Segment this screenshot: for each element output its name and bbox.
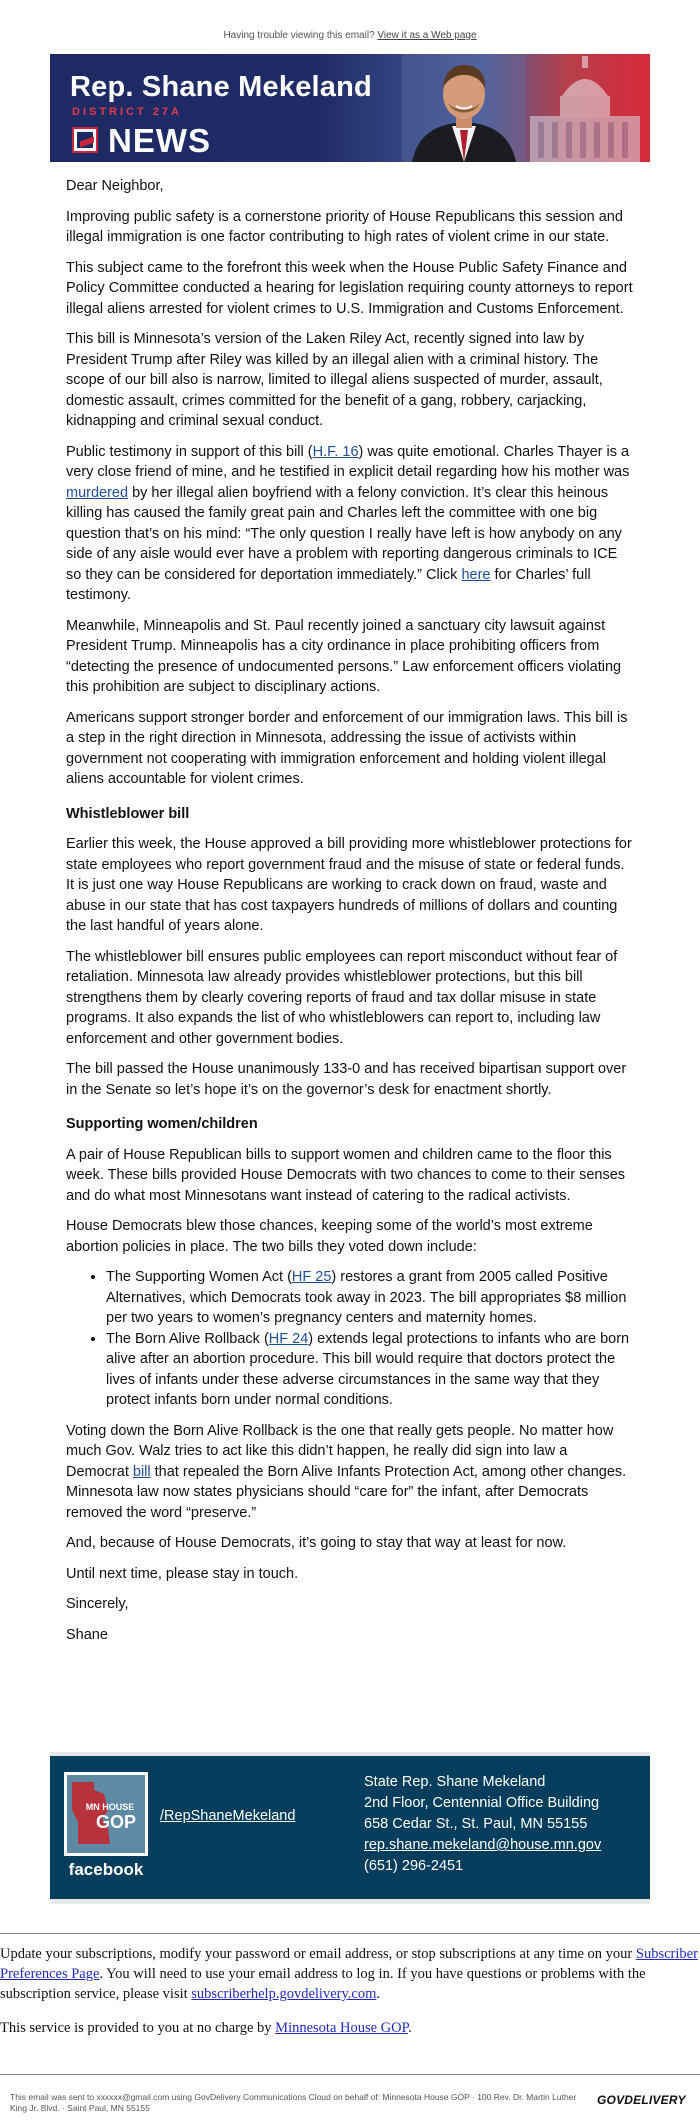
list-item-2-text-b: ) extends legal protections to infants who are born alive after an abortion procedure. This bill would require that doctors protect the lives of infants under these adverse circumstances in the same way that they protect infants born under normal conditions. (106, 1330, 630, 1408)
signature: Shane (66, 1626, 108, 1643)
paragraph-8: The whistleblower bill ensures public employees can report misconduct without fear of retaliation. Minnesota law already provides whistleblower protections, but this bill strengthens them by clearly covering reports of fraud and tax dollar misuse in state programs. It also expands the list of who whistleblowers can report to, including law enforcement and other government bodies. (66, 948, 618, 1047)
view-web-page-link[interactable]: View it as a Web page (377, 30, 477, 41)
subscription-text-c: . (376, 1986, 380, 2002)
paragraph-4-text-b: ) was quite emotional. Charles Thayer is a very close friend of mine, and he testified in explicit detail regarding how his mother was (66, 443, 630, 480)
bill-link[interactable]: bill (132, 1463, 151, 1480)
service-provider-text (0, 2018, 700, 2038)
paragraph-2: This subject came to the forefront this week when the House Public Safety Finance and Policy Committee conducted a hearing for legislation requiring county attorneys to report illegal aliens arrested for violent crimes to U.S. Immigration and Customs Enforcement. (66, 259, 633, 317)
paragraph-6: Americans support stronger border and enforcement of our immigration laws. This bill is a step in the right direction in Minnesota, addressing the issue of activists within government not cooperating with immigration enforcement and holding violent illegal aliens accountable for violent crimes. (66, 709, 628, 787)
closing: Sincerely, (66, 1596, 129, 1612)
subscription-notice (0, 1933, 700, 2052)
heading-women-children: Supporting women/children (66, 1116, 258, 1132)
email-container (50, 54, 650, 1904)
contact-name: State Rep. Shane Mekeland (364, 1774, 546, 1790)
paragraph-14: Until next time, please stay in touch. (66, 1565, 299, 1582)
divider (0, 1933, 700, 1934)
service-provider-text-b: . (408, 2020, 412, 2036)
mn-house-gop-facebook-logo[interactable] (64, 1772, 148, 1880)
heading-whistleblower: Whistleblower bill (66, 805, 190, 822)
header-district: DISTRICT 27A (72, 106, 182, 118)
murdered-link[interactable]: murdered (66, 484, 129, 501)
paragraph-4-text-c: by her illegal alien boyfriend with a felony conviction. It’s clear this heinous killing has caused the family great pain and Charles left the committee with one big question that’s on his mind: “The only question I really have left is how anybody on any side of any aisle would ever have a problem with reporting dangerous criminals to ICE so they can be considered for deportation immediately.” Click (66, 484, 622, 583)
greeting: Dear Neighbor, (66, 178, 164, 194)
contact-building: 2nd Floor, Centennial Office Building (364, 1795, 600, 1811)
paragraph-7: Earlier this week, the House approved a bill providing more whistleblower protections for state employees who report government fraud and the misuse of state or federal funds. It is just one way House Republicans are working to crack down on fraud, waste and abuse in our state that has cost taxpayers hundreds of millions of dollars and counting the last handful of years alone. (66, 836, 632, 934)
newsletter-header (50, 54, 650, 162)
paragraph-12-text-a: Voting down the Born Alive Rollback is the one that really gets people. No matter how much Gov. Walz tries to act like this didn’t happen, he really did sign into law a Democrat (66, 1422, 614, 1480)
header-rep-name: Rep. Shane Mekeland (70, 71, 372, 103)
legal-footer (0, 2074, 700, 2113)
contact-street: 658 Cedar St., St. Paul, MN 55155 (364, 1816, 588, 1832)
contact-address (364, 1772, 601, 1877)
paragraph-11: House Democrats blew those chances, keeping some of the world’s most extreme abortion policies in place. The two bills they voted down include: (66, 1218, 593, 1255)
subscription-text (0, 1944, 700, 2004)
paragraph-10: A pair of House Republican bills to support women and children came to the floor this week. These bills provided House Democrats with two chances to come to their senses and do what most Minnesotans want instead of catering to the radical activists. (66, 1146, 626, 1204)
logo-text-mnhouse: MN HOUSE (85, 1802, 135, 1812)
contact-phone: (651) 296-2451 (364, 1858, 464, 1874)
letter-card (50, 162, 650, 1752)
hf25-link[interactable]: HF 25 (291, 1269, 332, 1285)
paragraph-4-text-a: Public testimony in support of this bill ( (66, 443, 313, 460)
list-item-1-text-b: ) restores a grant from 2005 called Positive Alternatives, which Democrats took away in 2023. The bill appropriates $8 million per two years to women’s pregnancy centers and maternity homes. (106, 1269, 627, 1326)
paragraph-4-text-d: for Charles’ full testimony. (66, 566, 591, 603)
testimony-here-link[interactable]: here (461, 566, 491, 583)
hf24-link[interactable]: HF 24 (268, 1330, 309, 1347)
paragraph-3: This bill is Minnesota’s version of the Laken Riley Act, recently signed into law by President Trump after Riley was killed by an illegal alien with a criminal history. The scope of our bill also is narrow, limited to illegal aliens suspected of murder, assault, domestic assault, crimes committed for the benefit of a gang, robbery, carjacking, kidnapping and criminal sexual conduct. (66, 331, 603, 429)
top-notice-text: Having trouble viewing this email? (223, 30, 375, 41)
list-item (106, 1329, 634, 1411)
service-provider-text-a: This service is provided to you at no charge by (0, 2020, 276, 2036)
subscription-text-b: . You will need to use your email address to log in. If you have questions or problems with the subscription service, please visit (0, 1966, 646, 2002)
paragraph-12-text-b: that repealed the Born Alive Infants Protection Act, among other changes. Minnesota law now states physicians should “care for” the infant, after Democrats removed the word “preserve.” (66, 1463, 627, 1521)
subscriber-preferences-link[interactable]: Subscriber Preferences Page (0, 1946, 698, 1982)
subscription-text-a: Update your subscriptions, modify your password or email address, or stop subscriptions at any time on your (0, 1946, 636, 1962)
paragraph-12 (66, 1421, 634, 1524)
paragraph-4 (66, 442, 634, 606)
capitol-dome-image (520, 56, 650, 162)
govdelivery-logo[interactable]: GOVDELIVERY (597, 2093, 686, 2107)
list-item-2-text-a: The Born Alive Rollback ( (106, 1330, 269, 1347)
facebook-wordmark: facebook (68, 1860, 144, 1879)
bills-list (66, 1267, 634, 1411)
top-notice (0, 0, 700, 44)
paragraph-13: And, because of House Democrats, it’s going to stay that way at least for now. (66, 1535, 567, 1551)
paragraph-9: The bill passed the House unanimously 133-0 and has received bipartisan support over in the Senate so let’s hope it’s on the governor’s desk for enactment shortly. (66, 1061, 627, 1098)
hf16-link[interactable]: H.F. 16 (312, 443, 359, 460)
paragraph-1: Improving public safety is a cornerstone priority of House Republicans this session and illegal immigration is one factor contributing to high rates of violent crime in our state. (66, 208, 623, 245)
legal-text: This email was sent to xxxxxx@gmail.com using GovDelivery Communications Cloud on behalf of: Minnesota House GOP · 100 Rev. Dr. Martin Luther King Jr. Blvd. · Saint Paul, MN 55155 (10, 2092, 577, 2113)
subscriber-help-link[interactable]: subscriberhelp.govdelivery.com (191, 1986, 377, 2002)
list-item-1-text-a: The Supporting Women Act ( (106, 1269, 292, 1285)
contact-footer (50, 1756, 650, 1899)
mn-house-gop-link[interactable]: Minnesota House GOP (275, 2020, 409, 2036)
minnesota-flag-icon (72, 127, 98, 153)
logo-text-gop: GOP (95, 1812, 137, 1832)
rep-portrait-image (402, 54, 526, 162)
header-news: NEWS (108, 122, 211, 159)
facebook-page-link[interactable]: /RepShaneMekeland (160, 1808, 296, 1824)
paragraph-5: Meanwhile, Minneapolis and St. Paul recently joined a sanctuary city lawsuit against President Trump. Minneapolis has a city ordinance in place prohibiting officers from “detecting the presence of undocumented persons.” Law enforcement officers violating this prohibition are subject to disciplinary actions. (66, 617, 622, 695)
list-item (106, 1267, 634, 1329)
contact-email-link[interactable]: rep.shane.mekeland@house.mn.gov (364, 1837, 602, 1853)
letter-body (50, 162, 650, 1645)
